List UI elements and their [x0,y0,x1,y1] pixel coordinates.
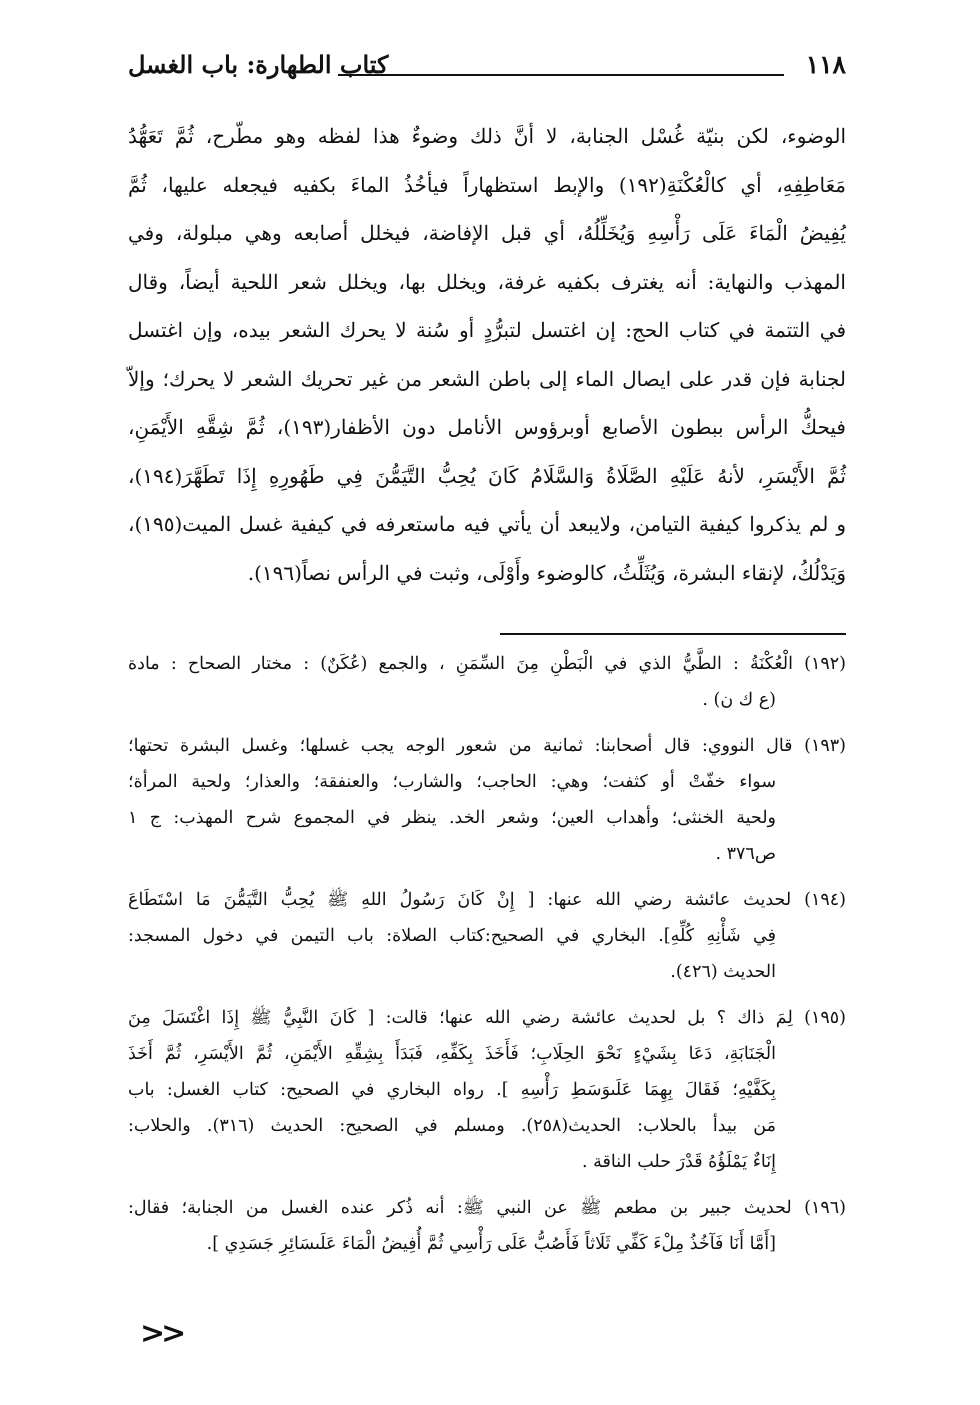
text-line: فيحكُّ الرأس ببطون الأصابع أوبرؤوس الأنامل دون الأظفار(١٩٣)، ثُمَّ شِقَّهِ الأَيْمَنِ، [128,415,846,439]
footnotes [128,646,846,1262]
text-line: يُفِيضُ الْمَاءَ عَلَى رَأْسِهِ وَيُخَلِّلُهُ، أي قبل الإفاضة، فيخلل أصابعه وهي مبلولة، وفي [128,221,846,245]
footnote-line: (١٩٣) قال النووي: قال أصحابنا: ثمانية من شعور الوجه يجب غسلها؛ وغسل البشرة تحتها؛ [128,736,846,756]
footnote-line: (١٩٤) لحديث عائشة رضي الله عنها: [ إِنْ كَانَ رَسُولُ اللهِ ﷺ يُحِبُّ التَّيَمُّنَ مَا اسْتَطَاعَ [128,890,846,910]
header-rule [338,74,784,76]
text-line: وَيَدْلُكُ، لإنقاء البشرة، وَيُثَلِّثُ، كالوضوء وأَوْلَى، وثبت في الرأس نصاً(١٩٦). [247,560,846,585]
footnote-line: (١٩٦) لحديث جبير بن مطعم ﷺ عن النبي ﷺ: أنه ذُكر عنده الغسل من الجنابة؛ فقال: [128,1198,846,1218]
footnote-line: فِي شَأْنِهِ كُلِّهِ]. البخاري في الصحيح:كتاب الصلاة: باب التيمن في دخول المسجد: [128,926,776,946]
footnote-line: (ع ك ن) . [702,690,776,710]
text-line: مَعَاطِفِهِ، أي كالْعُكْنَةِ(١٩٢) والإبط استظهاراً فيأخُذُ الماءَ بكفيه فيجعله عليها، ثُمَّ [128,172,846,197]
footnote-line: (١٩٢) الْعُكْنَةُ : الطَّيُّ الذي في الْبَطْنِ مِنَ السِّمَنِ ، والجمع (عُكَنٌ) : مختار الصحاح : مادة [128,654,846,674]
footnote-192 [128,646,846,718]
text-line: ثُمَّ الأَيْسَرِ، لأنهُ عَلَيْهِ الصَّلَاةُ وَالسَّلَامُ كَانَ يُحِبُّ التَّيَمُّنَ فِي طَهُورِهِ إِذَا تَطَهَّرَ(١٩٤)، [128,463,846,488]
footnote-line: سواء خفّتْ أو كثفت؛ وهي: الحاجب؛ والشارب؛ والعنفقة؛ والعذار؛ ولحية المرأة؛ [128,772,776,792]
footnote-line: إِنَاءٌ يَمْلَؤُهُ قَدْرَ حلب الناقة . [581,1152,776,1172]
text-line: لجنابة فإن قدر على ايصال الماء إلى باطن الشعر من غير تحريك الشعر لا يحرك؛ وإلاّ [128,366,846,391]
footnote-line: (١٩٥) لِمَ ذاك ؟ بل لحديث عائشة رضي الله عنها؛ قالت: [ كَانَ النَّبِيُّ ﷺ إِذَا اغْتَسَلَ مِنَ [128,1008,846,1028]
page-number: ١١٨ [805,50,846,79]
footnote-195 [128,1000,846,1180]
main-text [128,112,846,597]
footnote-193 [128,728,846,872]
page-header [128,48,846,88]
footnote-line: ص٣٧٦ . [715,844,776,864]
footnote-line: بِكَفَّيْهِ؛ فَقَالَ بِهِمَا عَلَىوَسَطِ رَأْسِهِ ]. رواه البخاري في الصحيح: كتاب الغسل: باب [128,1080,776,1100]
footnote-line: [أَمَّا أَنَا فَآخُذُ مِلْءَ كَفِّي ثَلَاثاً فَأَصُبُّ عَلَى رَأْسِي ثُمَّ أُفِيضُ الْمَاءَ عَلَىسَائِرِ جَسَدِي ]. [206,1234,776,1254]
text-line: المهذب والنهاية: أنه يغترف بكفيه غرفة، ويخلل بها، ويخلل شعر اللحية أيضاً، وقال [128,269,846,294]
text-line: في التتمة في كتاب الحج: إن اغتسل لتبرُّدٍ أو سُنة لا يحرك الشعر بيده، وإن اغتسل [128,318,846,342]
footnote-line: مَن بيدأ بالحلاب: الحديث(٢٥٨). ومسلم في الصحيح: الحديث (٣١٦). والحلاب: [128,1116,776,1136]
text-line: الوضوء، لكن بنيّة غُسْل الجنابة، لا أنَّ ذلك وضوءٌ هذا لفظه وهو مطّرح، ثُمَّ تَعَهُّدُ [128,124,846,148]
footnote-line: ولحية الخنثى؛ وأهداب العين؛ وشعر الخد. ينظر في المجموع شرح المهذب: ج ١ [128,808,776,828]
running-title: كتاب الطهارة: باب الغسل [128,50,389,79]
footnote-line: الحديث (٤٢٦). [670,962,776,982]
footnote-196 [128,1190,846,1262]
text-line: و لم يذكروا كيفية التيامن، ولايبعد أن يأتي فيه ماستعرفه في كيفية غسل الميت(١٩٥)، [128,512,846,536]
continuation-mark: << [140,1316,183,1351]
footnote-194 [128,882,846,990]
footnote-separator [500,633,846,635]
footnote-line: الْجَنَابَةِ، دَعَا بِشَيْءٍ نَحْوَ الحِلَابِ؛ فَأَخَذَ بِكَفِّهِ، فَبَدَأَ بِشِقِّهِ الأَيْمَنِ، ثُمَّ الأَيْسَرِ، ثُمَّ أَخَذَ [128,1044,776,1064]
